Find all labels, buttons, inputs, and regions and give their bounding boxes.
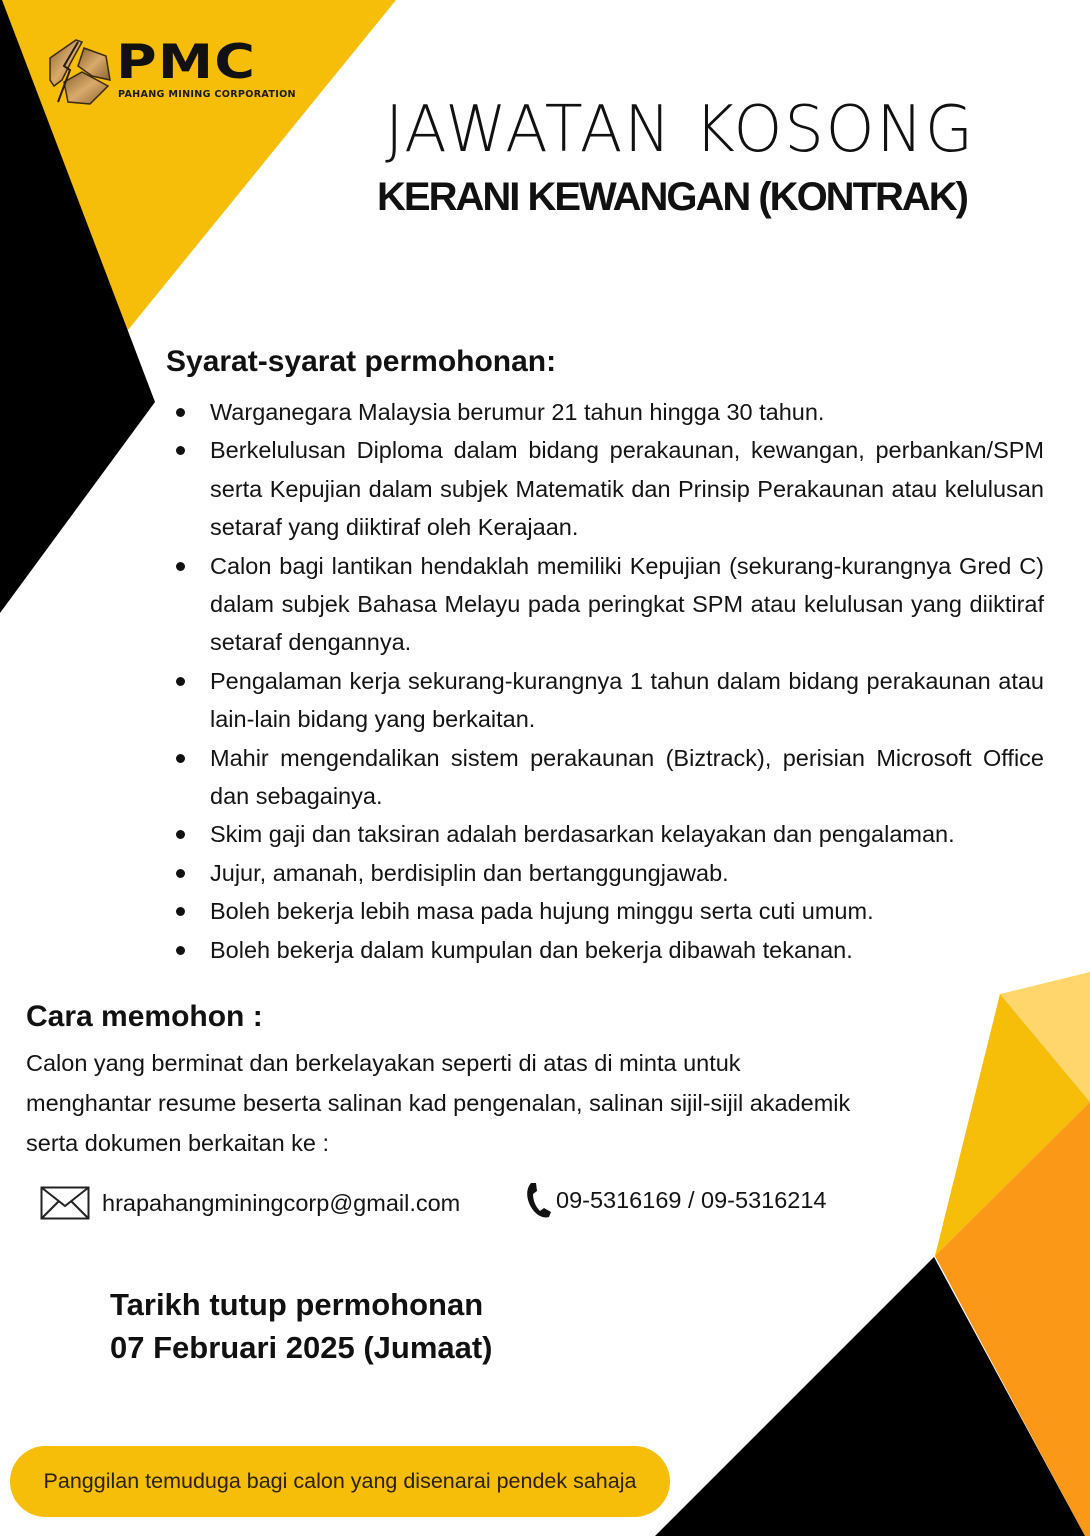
requirement-text: Skim gaji dan taksiran adalah berdasarkan kelayakan dan pengalaman. xyxy=(210,821,955,848)
list-item xyxy=(166,931,1044,969)
requirement-text: Calon bagi lantikan hendaklah memiliki Kepujian (sekurang-kurangnya Gred C) dalam subjek Bahasa Melayu pada peringkat SPM atau kelulusan yang diiktiraf setaraf dengannya. xyxy=(210,552,1044,656)
position-title: KERANI KEWANGAN (KONTRAK) xyxy=(377,175,967,219)
list-item xyxy=(166,431,1044,546)
list-item xyxy=(166,815,1044,853)
apply-heading: Cara memohon : xyxy=(26,1000,263,1033)
requirement-text: Pengalaman kerja sekurang-kurangnya 1 tahun dalam bidang perakaunan atau lain-lain bidang yang berkaitan. xyxy=(210,667,1044,733)
list-item xyxy=(166,547,1044,662)
closing-date xyxy=(110,1283,493,1369)
requirement-text: Jujur, amanah, berdisiplin dan bertanggungjawab. xyxy=(210,859,729,886)
bullet-icon xyxy=(176,446,185,455)
closing-date-value: 07 Februari 2025 (Jumaat) xyxy=(110,1330,493,1365)
logo-subtitle: PAHANG MINING CORPORATION xyxy=(118,89,296,100)
logo-brand: PMC xyxy=(116,35,257,90)
email-link[interactable]: hrapahangminingcorp@gmail.com xyxy=(102,1189,461,1216)
list-item xyxy=(166,892,1044,930)
list-item xyxy=(166,393,1044,431)
phone-icon xyxy=(522,1181,552,1219)
bullet-icon xyxy=(176,946,185,955)
bullet-icon xyxy=(176,754,185,763)
list-item xyxy=(166,739,1044,816)
bullet-icon xyxy=(176,907,185,916)
bullet-icon xyxy=(176,830,185,839)
requirement-text: Warganegara Malaysia berumur 21 tahun hingga 30 tahun. xyxy=(210,399,825,425)
requirement-text: Berkelulusan Diploma dalam bidang perakaunan, kewangan, perbankan/SPM serta Kepujian dalam subjek Matematik dan Prinsip Perakaunan atau kelulusan setaraf yang diiktiraf oleh Kerajaan. xyxy=(210,437,1044,541)
pmc-logo xyxy=(48,36,298,108)
requirement-text: Boleh bekerja lebih masa pada hujung minggu serta cuti umum. xyxy=(210,898,874,925)
requirement-text: Boleh bekerja dalam kumpulan dan bekerja dibawah tekanan. xyxy=(210,936,853,963)
contact-email[interactable] xyxy=(40,1183,460,1223)
requirement-text: Mahir mengendalikan sistem perakaunan (Biztrack), perisian Microsoft Office dan sebagainya. xyxy=(210,744,1044,810)
requirements-heading: Syarat-syarat permohonan: xyxy=(166,345,557,378)
list-item xyxy=(166,854,1044,892)
bullet-icon xyxy=(176,562,185,571)
interview-note-badge xyxy=(10,1446,670,1517)
interview-note-text: Panggilan temuduga bagi calon yang disenarai pendek sahaja xyxy=(43,1469,637,1493)
closing-date-label: Tarikh tutup permohonan xyxy=(110,1287,484,1322)
bullet-icon xyxy=(176,408,185,417)
requirements-list xyxy=(166,393,1044,969)
bullet-icon xyxy=(176,869,185,878)
envelope-icon xyxy=(40,1186,90,1220)
pmc-emblem-icon xyxy=(48,36,114,108)
apply-instructions: Calon yang berminat dan berkelayakan seperti di atas di minta untuk menghantar resume beserta salinan kad pengenalan, salinan sijil-sijil akademik serta dokumen berkaitan ke : xyxy=(26,1050,851,1156)
bullet-icon xyxy=(176,677,185,686)
list-item xyxy=(166,662,1044,739)
contact-phone[interactable] xyxy=(522,1180,827,1220)
phone-numbers[interactable]: 09-5316169 / 09-5316214 xyxy=(556,1186,827,1213)
page-title: JAWATAN KOSONG xyxy=(385,93,975,167)
